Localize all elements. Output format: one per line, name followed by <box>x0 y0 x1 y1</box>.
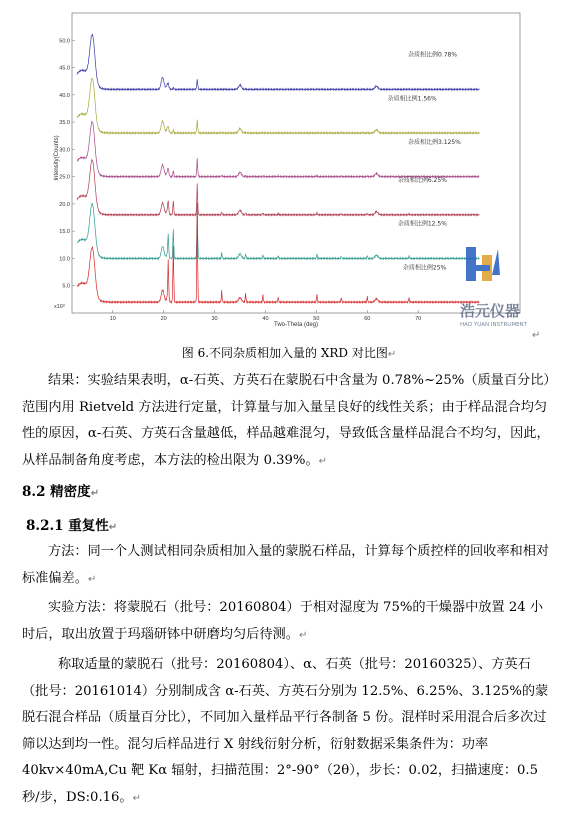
method-paragraph <box>22 539 552 593</box>
xrd-comparison-chart <box>50 8 540 338</box>
heading-text: 8.2 精密度 <box>22 484 91 500</box>
y-tick-label: 20.0 <box>59 201 70 208</box>
y-multiplier: x10³ <box>54 304 65 310</box>
series-line <box>77 79 479 134</box>
y-tick-label: 50.0 <box>59 38 70 45</box>
watermark-cn: 浩元仪器 <box>460 302 521 320</box>
section-heading-8-2 <box>22 480 99 500</box>
x-tick-label: 70 <box>415 316 422 322</box>
x-tick-label: 20 <box>160 316 167 322</box>
x-tick-label: 50 <box>313 316 320 322</box>
y-tick-label: 30.0 <box>59 147 70 154</box>
series-line <box>77 34 479 90</box>
series-line <box>77 122 479 178</box>
experiment-text: 实验方法：将蒙脱石（批号：20160804）于相对湿度为 75%的干燥器中放置 24 小时后，取出放置于玛瑙研钵中研磨均匀后待测。 <box>22 600 544 642</box>
series-line <box>77 203 479 259</box>
return-mark: ↵ <box>318 455 328 467</box>
series-label: 杂质相比例25% <box>402 264 447 272</box>
section-heading-8-2-1 <box>26 514 117 534</box>
figure-caption <box>0 344 578 361</box>
series-label: 杂质相比例3.125% <box>408 138 461 146</box>
y-tick-label: 25.0 <box>59 174 70 181</box>
return-mark: ↵ <box>90 488 100 499</box>
caption-text: 图 6.不同杂质相加入量的 XRD 对比图 <box>181 346 388 360</box>
x-tick-label: 30 <box>211 316 218 322</box>
x-tick-label: 10 <box>109 316 116 322</box>
y-tick-label: 10.0 <box>59 256 70 263</box>
weighing-paragraph <box>22 652 552 812</box>
y-axis-label: Intensity(Counts) <box>54 135 60 181</box>
experiment-paragraph <box>22 595 552 649</box>
series-line <box>77 160 479 216</box>
result-text: 结果：实验结果表明，α-石英、方英石在蒙脱石中含量为 0.78%~25%（质量百分比）范围内用 Rietveld 方法进行定量，计算量与加入量呈良好的线性关系；由于样品混合均匀性的原因，α-石英、方英石含量越低，样品越难混匀，导致低含量样品混合不均匀，因此，从样品制备角度考虑，本方法的检出限为 0.39%。 <box>22 373 551 468</box>
x-axis-label: Two-Theta (deg) <box>273 322 319 328</box>
y-tick-label: 5.0 <box>62 283 70 290</box>
series-label: 杂质相比例0.78% <box>408 51 458 59</box>
x-tick-label: 40 <box>262 316 269 322</box>
return-mark: ↵ <box>87 573 97 585</box>
x-tick-label: 60 <box>364 316 371 322</box>
return-mark: ↵ <box>108 522 118 533</box>
y-tick-label: 40.0 <box>59 92 70 99</box>
y-tick-label: 45.0 <box>59 65 70 72</box>
heading-text: 8.2.1 重复性 <box>26 518 109 534</box>
result-paragraph <box>22 368 552 475</box>
brand-logo <box>466 247 500 281</box>
series-line <box>77 203 479 303</box>
series-label: 杂质相比例6.25% <box>397 177 447 185</box>
return-mark: ↵ <box>532 330 541 341</box>
y-tick-label: 35.0 <box>59 120 70 127</box>
watermark-en: HAO YUAN INSTRUMENT <box>460 322 528 328</box>
y-tick-label: 15.0 <box>59 229 70 236</box>
method-text: 方法：同一个人测试相同杂质相加入量的蒙脱石样品，计算每个质控样的回收率和相对标准偏差。 <box>22 544 550 586</box>
return-mark: ↵ <box>387 349 397 360</box>
return-mark: ↵ <box>132 792 141 804</box>
series-label: 杂质相比例1.56% <box>387 95 437 103</box>
weighing-text: 称取适量的蒙脱石（批号：20160804）、α、石英（批号：20160325）、方英石（批号：20161014）分别制成含 α-石英、方英石分别为 12.5%、6.25%、3.125%的蒙脱石混合样品（质量百分比），不同加入量样品平行各制备 5 份。混样时采用混合后多次过筛以达到均一性。混匀后样品进行 X 射线衍射分析，衍射数据采集条件为：功率 40kv×40mA,Cu 靶 Kα 辐射，扫描范围：2°-90°（2θ），步长：0.02，扫描速度：0.5 秒/步，DS:0.16。 <box>22 657 549 805</box>
series-label: 杂质相比例12.5% <box>397 220 447 228</box>
return-mark: ↵ <box>298 629 308 641</box>
